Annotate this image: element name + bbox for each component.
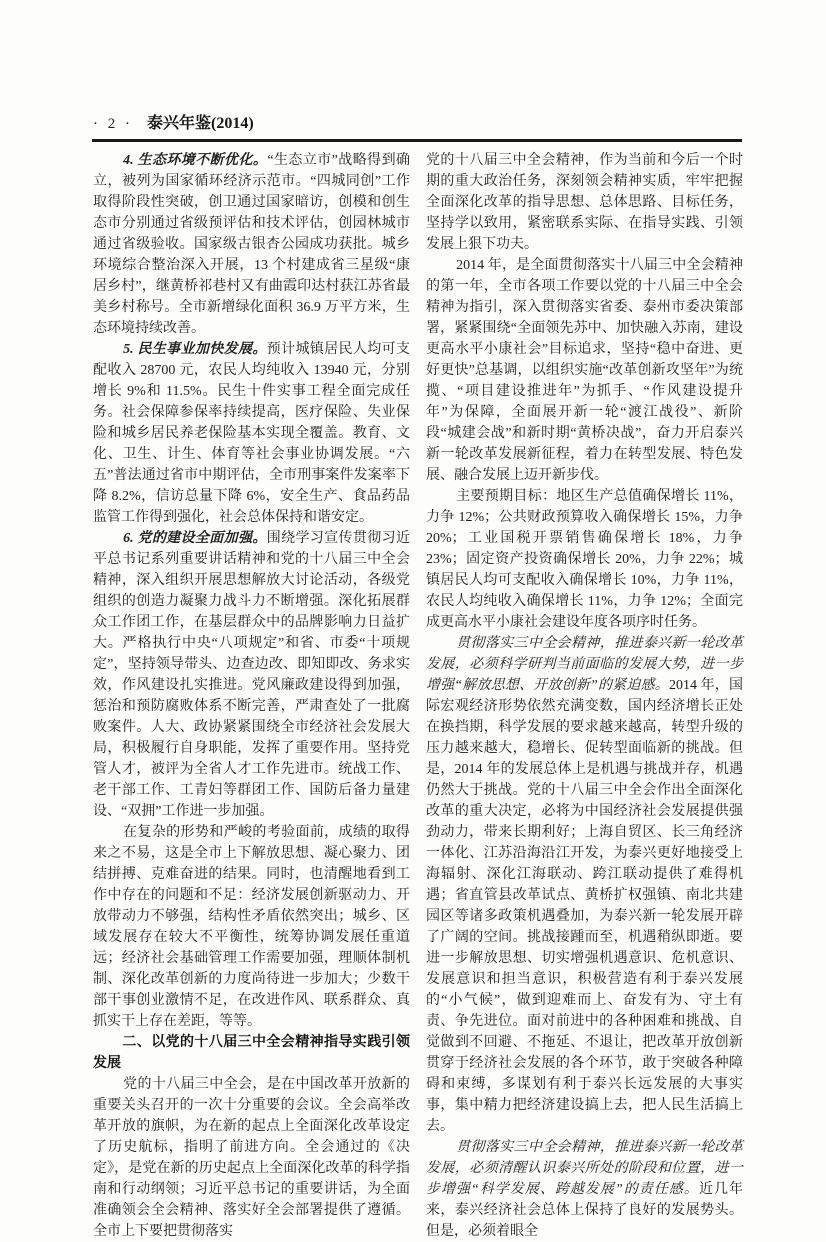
paragraph-party-building (93, 528, 410, 822)
page-header (93, 110, 254, 133)
paragraph-lead: 贯彻落实三中全会精神，推进泰兴新一轮改革发展，必须科学研判当前面临的发展大势，进一步增强“解放思想、开放创新”的紧迫感。 (426, 636, 743, 693)
paragraph-text: 预计城镇居民人均可支配收入 28700 元，农民人均纯收入 13940 元，分别增长 9%和 11.5%。民生十件实事工程全面完成任务。社会保障参保率持续提高，医疗保险、失业保险和城乡居民养老保险基本实现全覆盖。教育、文化、卫生、计生、体育等社会事业协调发展。“六五”普法通过省市中期评估，全市刑事案件发案率下降 8.2%，信访总量下降 6%，安全生产、食品药品监管工作得到强化，社会总体保持和谐安定。 (93, 342, 411, 525)
paragraph-text: 2014 年，国际宏观经济形势依然充满变数，国内经济增长正处在换挡期，科学发展的要求越来越高，转型升级的压力越来越大，稳增长、促转型面临新的挑战。但是，2014 年的发展总体上是机遇与挑战并存，机遇仍然大于挑战。党的十八届三中全会作出全面深化改革的重大决定，必将为中国经济社会发展提供强劲动力，带来长期利好；上海自贸区、长三角经济一体化、江苏沿海沿江开发，为泰兴更好地接受上海辐射、深化江海联动、跨江联动提供了难得机遇；省直管县改革试点、黄桥扩权强镇、南北共建园区等诸多政策机遇叠加，为泰兴新一轮发展开辟了广阔的空间。挑战接踵而至，机遇稍纵即逝。要进一步解放思想、切实增强机遇意识、危机意识、发展意识和担当意识，积极营造有利于泰兴发展的“小气候”，做到迎难而上、奋发有为、守土有责、争先进位。面对前进中的各种困难和挑战、自觉做到不回避、不拖延、不退让，把改革开放创新贯穿于经济社会发展的各个环节，敢于突破各种障碍和束缚，多谋划有利于泰兴长远发展的大事实事，集中精力把经济建设搞上去，把人民生活搞上去。 (426, 678, 743, 1134)
paragraph-lead: 6. 党的建设全面加强。 (123, 531, 267, 546)
paragraph-lead: 贯彻落实三中全会精神，推进泰兴新一轮改革发展，必须清醒认识泰兴所处的阶段和位置，进一步增强“科学发展、跨越发展”的责任感。 (426, 1140, 743, 1197)
paragraph-lead: 4. 生态环境不断优化。 (123, 153, 268, 168)
paragraph-livelihood (93, 339, 410, 528)
paragraph-lead: 5. 民生事业加快发展。 (123, 342, 267, 357)
paragraph-text: 在复杂的形势和严峻的考验面前，成绩的取得来之不易，这是全市上下解放思想、凝心聚力、团结拼搏、克难奋进的结果。同时，也清醒地看到工作中存在的问题和不足：经济发展创新驱动力、开放带动力不够强，结构性矛盾依然突出；城乡、区域发展存在较大不平衡性，统筹协调发展任重道远；经济社会基础管理工作需要加强，理顺体制机制、深化改革创新的力度尚待进一步加大；少数干部干事创业激情不足，在改进作风、联系群众、真抓实干上存在差距，等等。 (93, 825, 410, 1029)
left-column (93, 150, 410, 1242)
paragraph-urgency (426, 633, 743, 1137)
paragraph-responsibility (426, 1137, 743, 1242)
right-column (426, 150, 743, 1242)
section-heading-two (93, 1032, 410, 1074)
paragraph-text: 党的十八届三中全会精神，作为当前和今后一个时期的重大政治任务，深刻领会精神实质，牢牢把握全面深化改革的指导思想、总体思路、目标任务，坚持学以致用，紧密联系实际、在指导实践、引领发展上狠下功夫。 (426, 153, 743, 252)
paragraph-text: “生态立市”战略得到确立，被列为国家循环经济示范市。“四城同创”工作取得阶段性突破，创卫通过国家暗访，创模和创生态市分别通过省级预评估和技术评估，创园林城市通过省级验收。国家级古银杏公园成功获批。城乡环境综合整治深入开展，13 个村建成省三星级“康居乡村”，继黄桥祁巷村又有曲霞印达村获江苏省最美乡村称号。全市新增绿化面积 36.9 万平方米，生态环境持续改善。 (93, 153, 410, 336)
paragraph-plenum-continued (426, 150, 743, 255)
text-columns (93, 150, 743, 1242)
book-title: 泰兴年鉴(2014) (147, 115, 254, 132)
paragraph-2014-plan (426, 255, 743, 486)
paragraph-text: 围绕学习宣传贯彻习近平总书记系列重要讲话精神和党的十八届三中全会精神，深入组织开展思想解放大讨论活动，各级党组织的创造力凝聚力战斗力不断增强。深化拓展群众工作团工作，在基层群众中的品牌影响力日益扩大。严格执行中央“八项规定”和省、市委“十项规定”，坚持领导带头、边查边改、即知即改、务求实效，作风建设扎实推进。党风廉政建设得到加强，惩治和预防腐败体系不断完善，严肃查处了一批腐败案件。人大、政协紧紧围绕全市经济社会发展大局，积极履行自身职能，发挥了重要作用。坚持党管人才，被评为全省人才工作先进市。统战工作、老干部工作、工青妇等群团工作、国防后备力量建设、“双拥”工作进一步加强。 (93, 531, 411, 819)
paragraph-targets (426, 486, 743, 633)
paragraph-text: 党的十八届三中全会，是在中国改革开放新的重要关头召开的一次十分重要的会议。全会高举改革开放的旗帜，为在新的起点上全面深化改革设定了历史航标，指明了前进方向。全会通过的《决定》，是党在新的历史起点上全面深化改革的科学指南和行动纲领；习近平总书记的重要讲话，为全面准确领会全会精神、落实好全会部署提供了遵循。全市上下要把贯彻落实 (93, 1077, 410, 1239)
header-divider (92, 139, 742, 142)
paragraph-text: 近几年来，泰兴经济社会总体上保持了良好的发展势头。但是，必须着眼全 (426, 1182, 743, 1239)
page-number: · 2 · (93, 116, 133, 132)
paragraph-ecology (93, 150, 410, 339)
paragraph-text: 2014 年，是全面贯彻落实十八届三中全会精神的第一年，全市各项工作要以党的十八届三中全会精神为指引，深入贯彻落实省委、泰州市委决策部署，紧紧围绕“全面领先苏中、加快融入苏南，建设更高水平小康社会”目标追求，坚持“稳中奋进、更好更快”总基调，以组织实施“改革创新攻坚年”为统揽、“项目建设推进年”为抓手、“作风建设提升年”为保障，全面展开新一轮“渡江战役”、新阶段“城建会战”和新时期“黄桥决战”，奋力开启泰兴新一轮改革发展新征程，着力在转型发展、特色发展、融合发展上迈开新步伐。 (426, 258, 743, 483)
heading-text: 二、以党的十八届三中全会精神指导实践引领发展 (93, 1035, 410, 1071)
paragraph-text: 主要预期目标：地区生产总值确保增长 11%，力争 12%；公共财政预算收入确保增长 15%，力争 20%；工业国税开票销售确保增长 18%，力争 23%；固定资产投资确保增长 20%，力争 22%；城镇居民人均可支配收入确保增长 10%，力争 11%，农民人均纯收入确保增长 11%，力争 12%；全面完成更高水平小康社会建设年度各项序时任务。 (426, 489, 743, 630)
paragraph-plenum-intro (93, 1074, 410, 1242)
paragraph-problems (93, 822, 410, 1032)
